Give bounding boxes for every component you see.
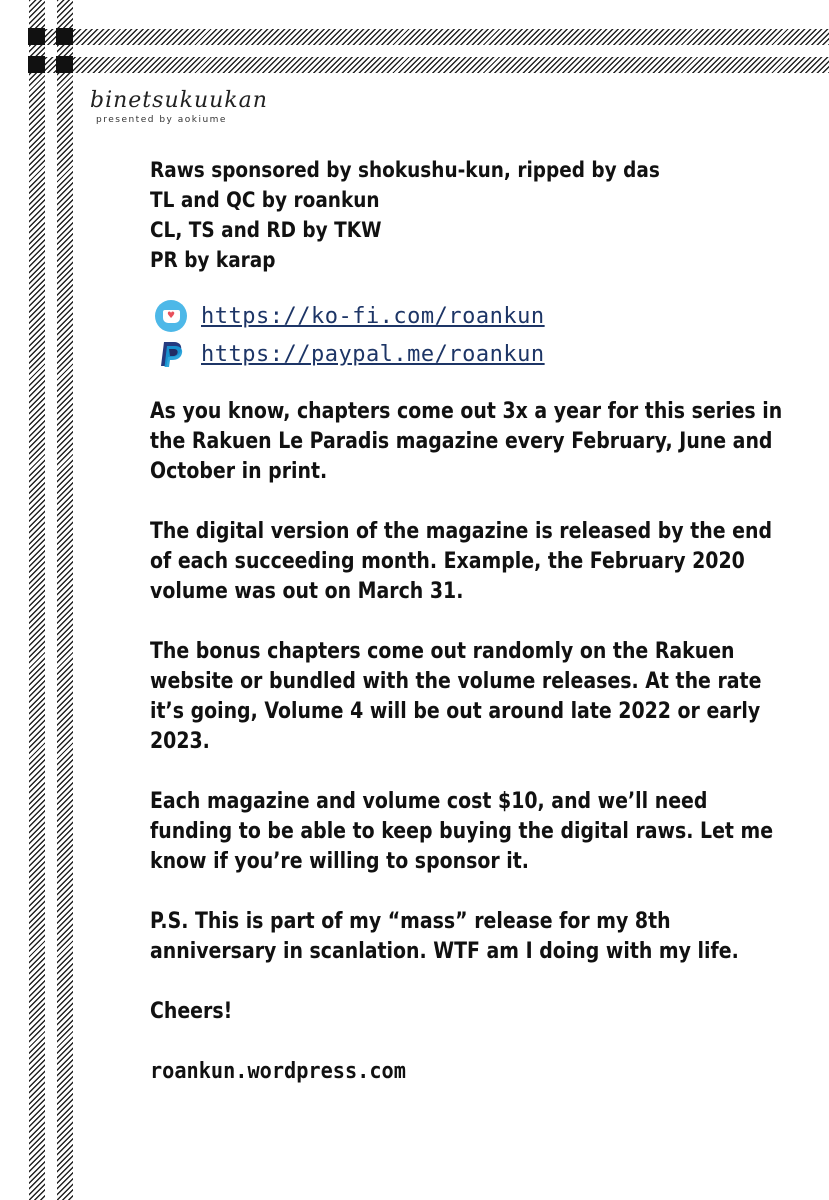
kofi-link[interactable]: https://ko-fi.com/roankun <box>201 303 545 329</box>
paragraph-funding: Each magazine and volume cost $10, and we’ll need funding to be able to keep buying the digital raws. Let me know if you’re willing to sponsor it. <box>150 789 774 874</box>
border-stripe-vertical <box>57 0 73 1200</box>
corner-square <box>56 56 73 73</box>
main-content <box>150 155 790 1087</box>
kofi-link-row[interactable] <box>150 297 790 335</box>
logo-text: binetsukuukan <box>90 88 268 113</box>
paypal-icon[interactable] <box>155 338 187 370</box>
paragraph-release-schedule: As you know, chapters come out 3x a year for this series in the Rakuen Le Paradis magazine every February, June and October in print. <box>150 399 783 484</box>
donation-links <box>150 297 790 373</box>
credit-line: CL, TS and RD by TKW <box>150 218 382 242</box>
border-stripe-horizontal <box>29 57 829 73</box>
corner-square <box>28 28 45 45</box>
paragraph-bonus-chapters: The bonus chapters come out randomly on the Rakuen website or bundled with the volume releases. At the rate it’s going, Volume 4 will be out around late 2022 or early 2023. <box>150 639 762 754</box>
paragraph-ps: P.S. This is part of my “mass” release for my 8th anniversary in scanlation. WTF am I doing with my life. <box>150 909 739 964</box>
logo <box>90 88 270 126</box>
paypal-link[interactable]: https://paypal.me/roankun <box>201 341 545 367</box>
corner-square <box>28 56 45 73</box>
paragraph-cheers: Cheers! <box>150 999 233 1024</box>
heart-icon: ♥ <box>163 310 180 323</box>
website-link[interactable]: roankun.wordpress.com <box>150 1059 406 1084</box>
paypal-link-row[interactable] <box>150 335 790 373</box>
paragraph-digital-version: The digital version of the magazine is released by the end of each succeeding month. Example, the February 2020 volume was out on March 31. <box>150 519 773 604</box>
logo-subtitle: presented by aokiume <box>96 115 227 125</box>
border-stripe-horizontal <box>29 29 829 45</box>
credit-line: Raws sponsored by shokushu-kun, ripped by das <box>150 158 660 182</box>
credit-line: PR by karap <box>150 248 276 272</box>
kofi-icon[interactable] <box>155 300 187 332</box>
border-stripe-vertical <box>29 0 45 1200</box>
corner-square <box>56 28 73 45</box>
credit-line: TL and QC by roankun <box>150 188 380 212</box>
